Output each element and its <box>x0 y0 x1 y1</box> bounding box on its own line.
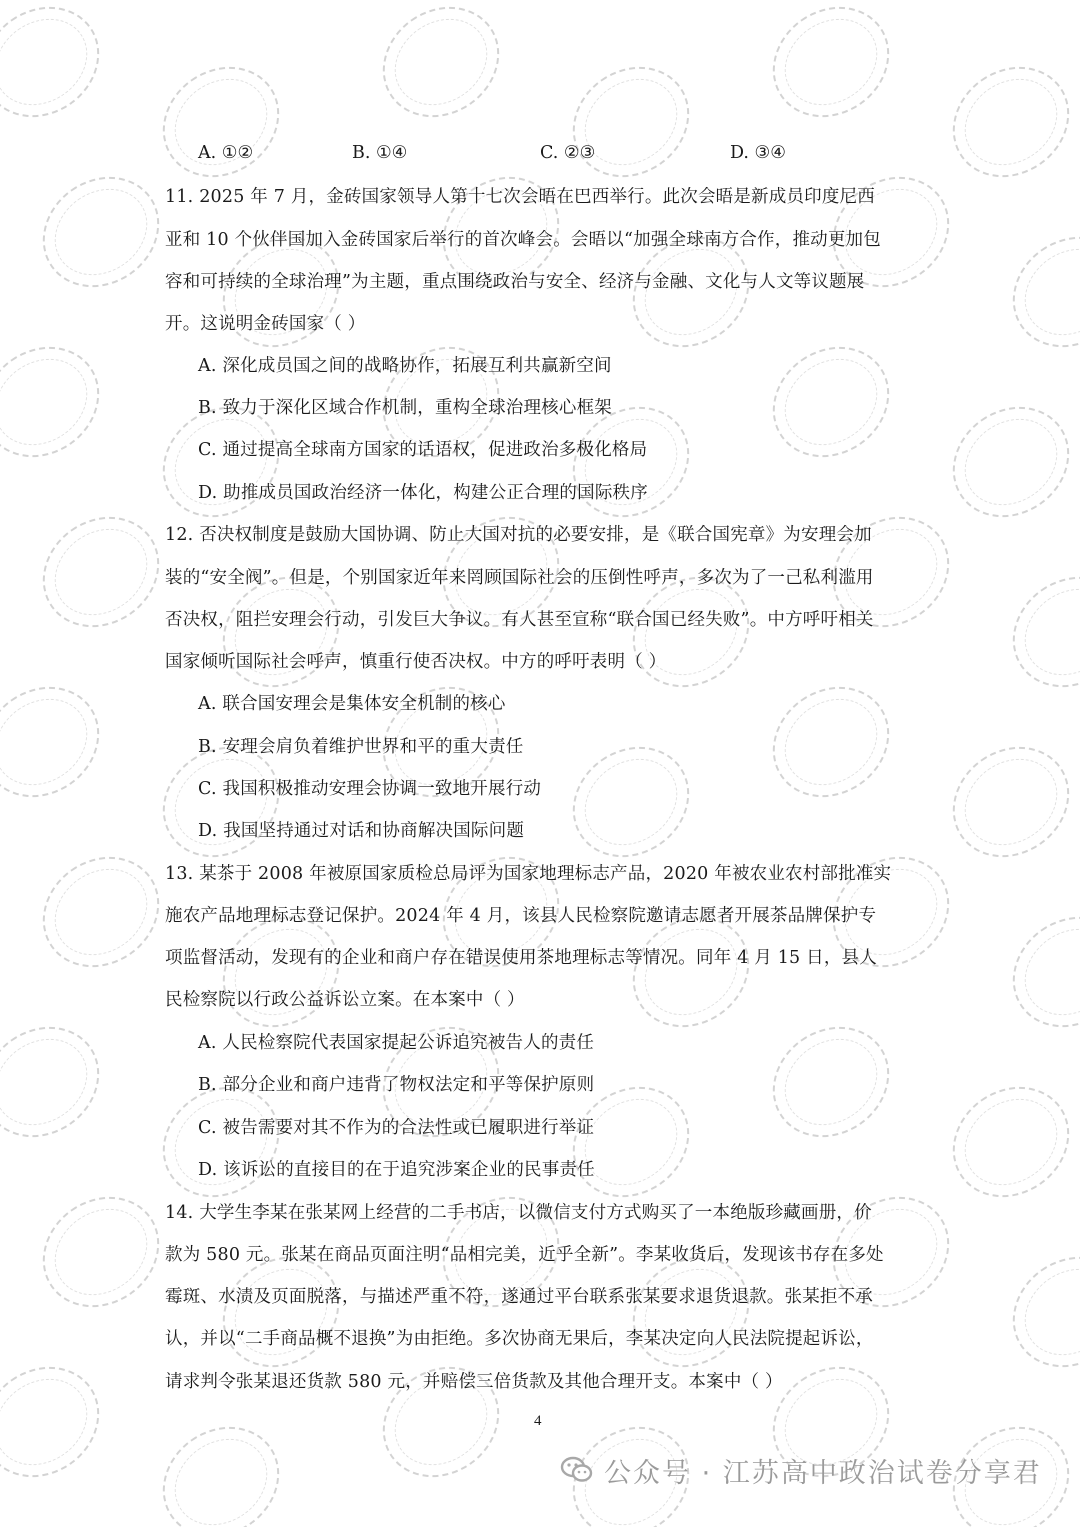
watermark-seal <box>0 0 121 140</box>
q13-option-d: D. 该诉讼的直接目的在于追究涉案企业的民事责任 <box>198 1160 595 1180</box>
q11-stem-line: 开。这说明金砖国家（ ） <box>165 314 366 334</box>
watermark-seal <box>0 664 121 819</box>
q12-option-c: C. 我国积极推动安理会协调一致地开展行动 <box>198 779 542 799</box>
q11-stem-line: 亚和 10 个伙伴国加入金砖国家后举行的首次峰会。会晤以“加强全球南方合作，推动更加包 <box>165 230 881 250</box>
prev-option-b: B. ①④ <box>352 143 408 163</box>
prev-option-d: D. ③④ <box>730 143 786 163</box>
prev-option-a: A. ①② <box>198 143 254 163</box>
q12-option-d: D. 我国坚持通过对话和协商解决国际问题 <box>198 821 525 841</box>
watermark-seal <box>751 0 911 140</box>
watermark-seal <box>991 214 1080 369</box>
footer-account <box>560 1450 1042 1490</box>
watermark-seal <box>991 894 1080 1049</box>
watermark-seal <box>141 1404 301 1527</box>
watermark-seal <box>361 0 521 140</box>
watermark-seal <box>991 554 1080 709</box>
q13-option-a: A. 人民检察院代表国家提起公诉追究被告人的责任 <box>198 1033 595 1053</box>
watermark-seal <box>0 1004 121 1159</box>
watermark-seal <box>0 324 121 479</box>
watermark-seal <box>21 494 181 649</box>
watermark-seal <box>551 44 711 199</box>
q14-stem-line: 款为 580 元。张某在商品页面注明“品相完美，近乎全新”。李某收货后，发现该书存在多处 <box>165 1245 884 1265</box>
q14-stem-line: 14. 大学生李某在张某网上经营的二手书店，以微信支付方式购买了一本绝版珍藏画册，价 <box>165 1203 872 1223</box>
q14-stem-line: 认，并以“二手商品概不退换”为由拒绝。多次协商无果后，李某决定向人民法院提起诉讼， <box>165 1329 874 1349</box>
watermark-seal <box>0 1344 121 1499</box>
watermark-seal <box>931 44 1080 199</box>
wechat-icon <box>560 1455 594 1485</box>
prev-option-c: C. ②③ <box>540 143 596 163</box>
q11-stem-line: 容和可持续的全球治理”为主题，重点围绕政治与安全、经济与金融、文化与人文等议题展 <box>165 272 865 292</box>
q12-stem-line: 否决权，阻拦安理会行动，引发巨大争议。有人甚至宣称“联合国已经失败”。中方呼吁相关 <box>165 610 874 630</box>
q12-stem-line: 12. 否决权制度是鼓励大国协调、防止大国对抗的必要安排，是《联合国宪章》为安理会加 <box>165 525 872 545</box>
watermark-seal <box>21 154 181 309</box>
q13-option-b: B. 部分企业和商户违背了物权法定和平等保护原则 <box>198 1075 595 1095</box>
watermark-seal <box>141 44 301 199</box>
watermark-seal <box>361 1344 521 1499</box>
q13-option-c: C. 被告需要对其不作为的合法性或已履职进行举证 <box>198 1118 595 1138</box>
q13-stem-line: 施农产品地理标志登记保护。2024 年 4 月，该县人民检察院邀请志愿者开展茶品牌保护专 <box>165 906 877 926</box>
q14-stem-line: 请求判令张某退还货款 580 元，并赔偿三倍货款及其他合理开支。本案中（ ） <box>165 1372 783 1392</box>
watermark-seal <box>991 1234 1080 1389</box>
q11-option-b: B. 致力于深化区域合作机制，重构全球治理核心框架 <box>198 398 612 418</box>
watermark-seal <box>21 1174 181 1329</box>
q12-stem-line: 国家倾听国际社会呼声，慎重行使否决权。中方的呼吁表明（ ） <box>165 652 667 672</box>
q12-option-a: A. 联合国安理会是集体安全机制的核心 <box>198 694 506 714</box>
footer-text: 公众号 · 江苏高中政治试卷分享君 <box>604 1457 1042 1489</box>
q13-stem-line: 民检察院以行政公益诉讼立案。在本案中（ ） <box>165 990 525 1010</box>
q12-option-b: B. 安理会肩负着维护世界和平的重大责任 <box>198 737 524 757</box>
q13-stem-line: 13. 某茶于 2008 年被原国家质检总局评为国家地理标志产品，2020 年被农业农村部批准实 <box>165 864 892 884</box>
watermark-seal <box>21 834 181 989</box>
q12-stem-line: 装的“安全阀”。但是，个别国家近年来罔顾国际社会的压倒性呼声，多次为了一己私利滥用 <box>165 568 874 588</box>
q11-option-c: C. 通过提高全球南方国家的话语权，促进政治多极化格局 <box>198 440 648 460</box>
q14-stem-line: 霉斑、水渍及页面脱落，与描述严重不符，遂通过平台联系张某要求退货退款。张某拒不承 <box>165 1287 873 1307</box>
q11-option-d: D. 助推成员国政治经济一体化，构建公正合理的国际秩序 <box>198 483 648 503</box>
q11-option-a: A. 深化成员国之间的战略协作，拓展互利共赢新空间 <box>198 356 612 376</box>
q11-stem-line: 11. 2025 年 7 月，金砖国家领导人第十七次会晤在巴西举行。此次会晤是新成员印度尼西 <box>165 187 875 207</box>
page-number: 4 <box>534 1413 542 1429</box>
q13-stem-line: 项监督活动，发现有的企业和商户存在错误使用茶地理标志等情况。同年 4 月 15 日，县人 <box>165 948 877 968</box>
